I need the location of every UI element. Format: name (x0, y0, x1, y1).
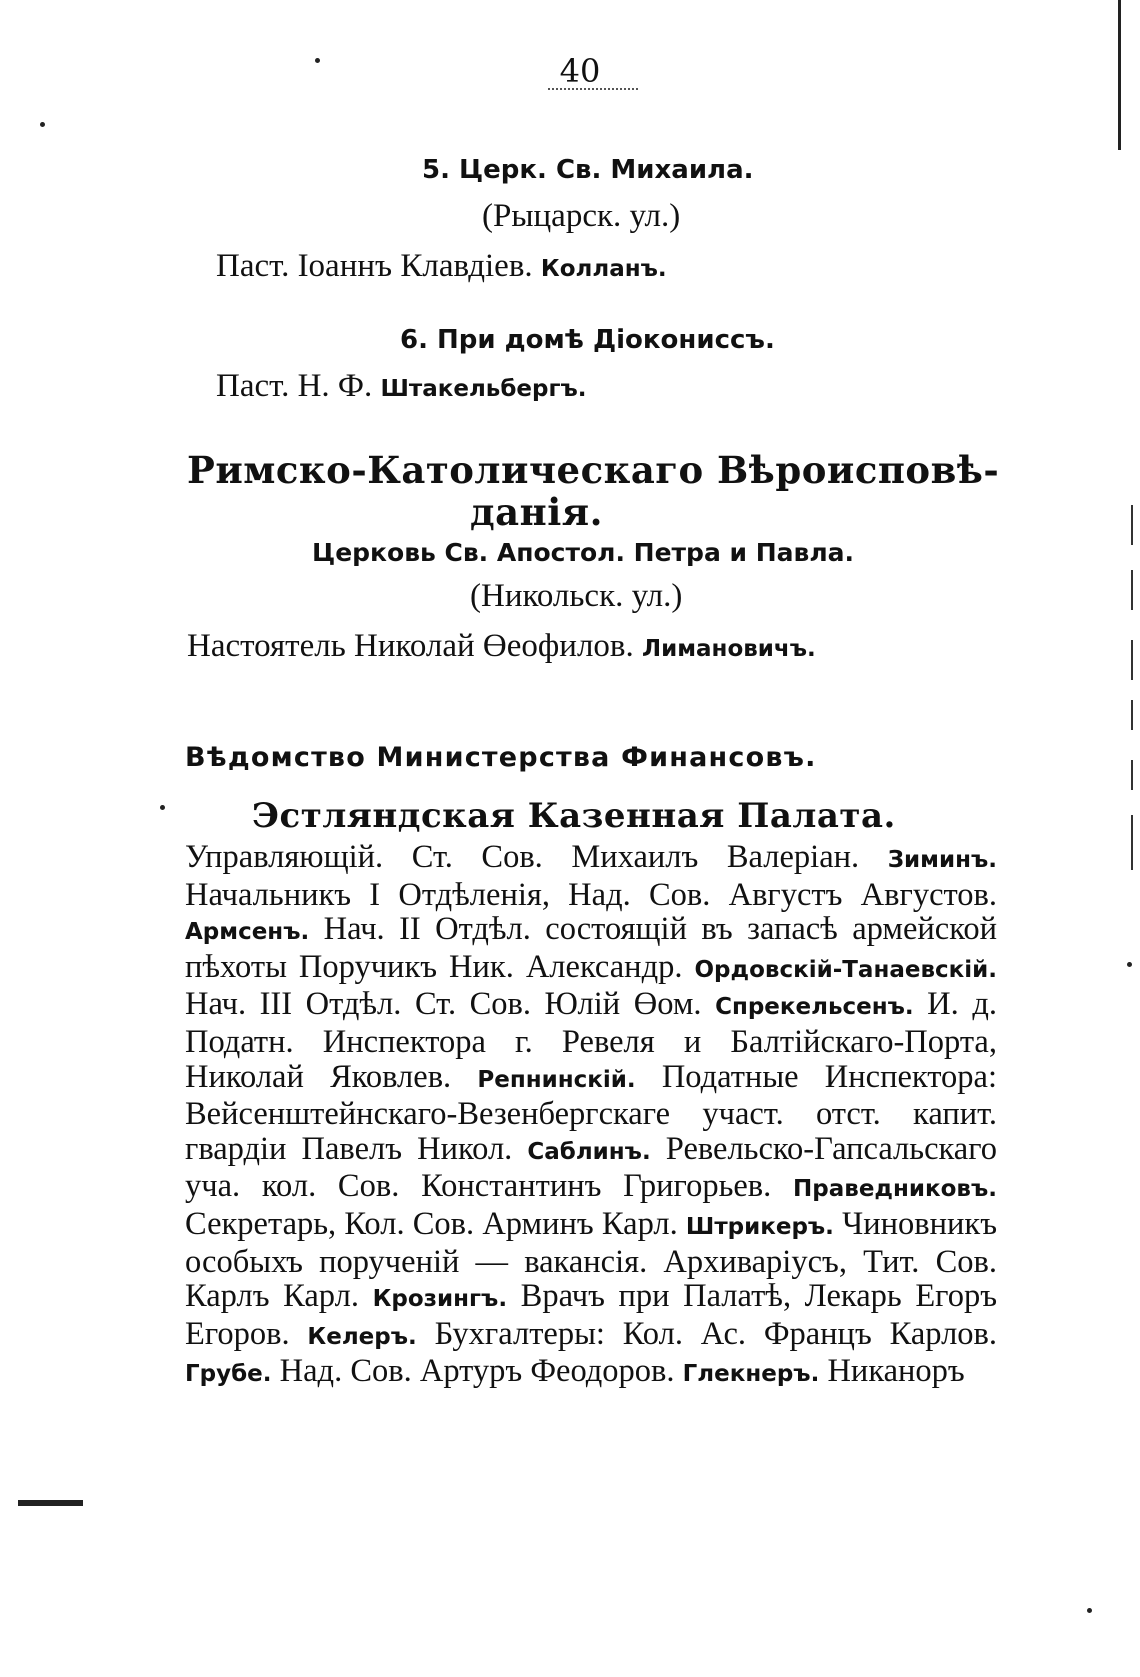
official-surname: Крозингъ. (372, 1286, 508, 1313)
margin-tick (1131, 760, 1133, 790)
official-surname: Праведниковъ. (793, 1176, 997, 1203)
catholic-church-street: (Никольск. ул.) (470, 578, 683, 614)
church-6-pastor-name: Паст. Н. Ф. (216, 368, 373, 404)
official-surname: Спрекельсенъ. (715, 994, 914, 1021)
catholic-heading-line2: данія. (470, 490, 603, 534)
paragraph-text: И. д. Податн. Инспектора г. Ревеля и Балтійскаго-Порта, Николай Яковлев. (185, 986, 997, 1095)
scan-edge-mark (18, 1500, 83, 1506)
margin-tick (1131, 815, 1133, 870)
paragraph-text: Ревельско-Гапсальскаго уча. кол. Сов. Константинъ Григорьев. (185, 1130, 997, 1205)
paragraph-text: Бухгалтеры: Кол. Ас. Францъ Карлов. (416, 1315, 998, 1352)
paragraph-text: Нач. III Отдѣл. Ст. Сов. Юлій Өом. (185, 986, 716, 1023)
church-5-pastor-surname: Колланъ. (540, 256, 667, 282)
catholic-rector-name: Настоятель Николай Өеофилов. (187, 628, 634, 664)
paragraph-text: Чиновникъ особыхъ порученій — вакансія. Архиваріусъ, Тит. Сов. Карлъ Карл. (185, 1205, 997, 1315)
catholic-church-title: Церковь Св. Апостол. Петра и Павла. (312, 538, 855, 567)
church-5-pastor (216, 248, 667, 285)
official-surname: Саблинъ. (527, 1138, 651, 1165)
official-surname: Глекнеръ. (682, 1361, 820, 1388)
church-6-title: 6. При домѣ Діокониссъ. (400, 325, 775, 355)
church-5-pastor-name: Паст. Іоаннъ Клавдiев. (216, 248, 533, 284)
finance-department-heading: Вѣдомство Министерства Финансовъ. (185, 742, 817, 773)
margin-tick (1131, 505, 1133, 545)
paragraph-text: Управляющій. Ст. Сов. Михаилъ Валеріан. (185, 839, 888, 875)
margin-rule (1118, 0, 1121, 150)
scan-speck (315, 58, 320, 63)
margin-tick (1131, 570, 1133, 610)
finance-staff-paragraph (185, 840, 997, 1392)
church-6-pastor-surname: Штакельбергъ. (380, 376, 587, 402)
page-number-ornament (548, 88, 638, 100)
church-6-pastor (216, 368, 587, 405)
finance-chamber-heading: Эстляндская Казенная Палата. (252, 796, 896, 836)
catholic-rector-surname: Лимановичъ. (642, 636, 816, 662)
scan-speck (1087, 1608, 1092, 1613)
catholic-heading-line1: Римско-Католическаго Вѣроисповѣ- (187, 448, 1000, 492)
official-surname: Армсенъ. (185, 919, 310, 946)
paragraph-text: Секретарь, Кол. Сов. Арминъ Карл. (185, 1205, 686, 1242)
page-number: 40 (559, 52, 601, 90)
official-surname: Ордовскій-Танаевскій. (694, 956, 997, 983)
official-surname: Штрикеръ. (685, 1213, 834, 1240)
official-surname: Грубе. (185, 1361, 272, 1388)
scan-speck (40, 122, 45, 127)
catholic-rector (187, 628, 816, 665)
paragraph-text: Врачъ при Палатѣ, Лекарь Егоръ Егоров. (185, 1278, 997, 1352)
scan-speck (1127, 962, 1132, 967)
official-surname: Репнинскій. (477, 1066, 636, 1093)
paragraph-text: Никаноръ (819, 1353, 965, 1390)
church-5-title: 5. Церк. Св. Михаила. (422, 155, 754, 185)
official-surname: Келеръ. (307, 1323, 417, 1350)
paragraph-text: Начальникъ I Отдѣленія, Над. Сов. Августъ Августов. (185, 876, 997, 913)
margin-tick (1131, 640, 1133, 680)
scan-speck (160, 805, 165, 810)
margin-tick (1131, 700, 1133, 730)
paragraph-text: Податные Инспектора: Вейсенштейнскаго-Везенбергскаге участ. отст. капит. гвардіи Павелъ Никол. (185, 1058, 997, 1167)
paragraph-text: Нач. II Отдѣл. состоящій въ запасѣ армейской пѣхоты Поручикъ Ник. Александр. (185, 911, 997, 985)
official-surname: Зиминъ. (887, 847, 997, 873)
church-5-street: (Рыцарск. ул.) (482, 198, 681, 234)
paragraph-text: Над. Сов. Артуръ Феодоров. (271, 1353, 683, 1390)
